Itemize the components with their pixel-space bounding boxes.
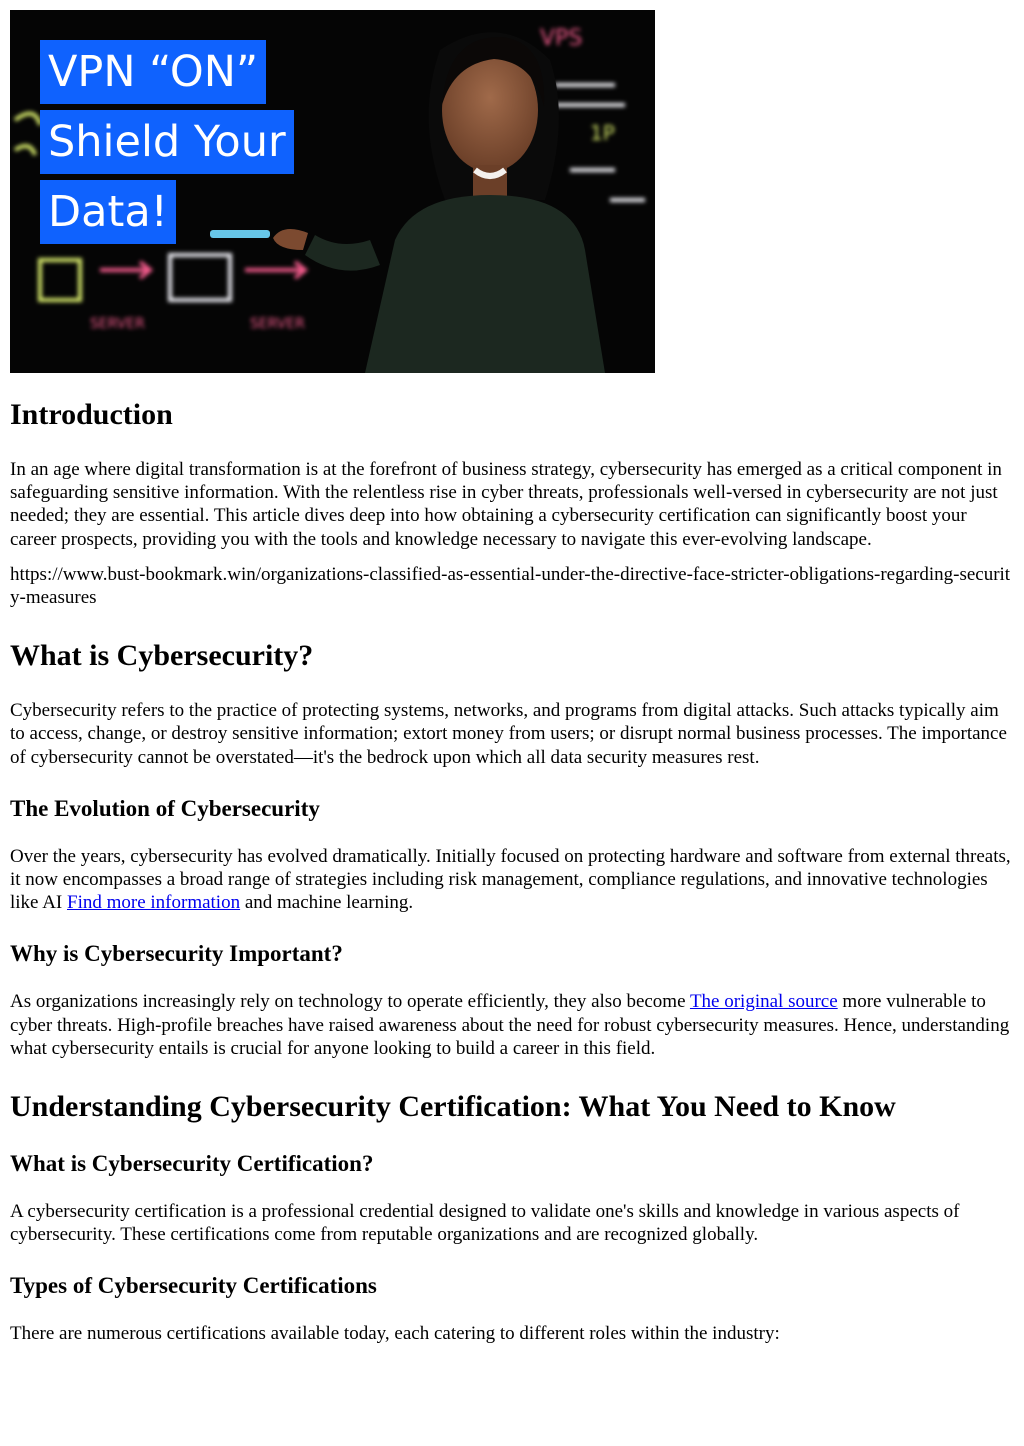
caption-line-2: Shield Your <box>40 110 294 174</box>
evolution-paragraph: Over the years, cybersecurity has evolved dramatically. Initially focused on protecting hardware and software from external threats, it now encompasses a broad range of strategies including risk management, compliance regulations, and innovative technologies like AI Find more information and machine learning. <box>10 845 1011 914</box>
heading-why-important: Why is Cybersecurity Important? <box>10 941 343 967</box>
board-text-vpn-server-right: SERVER <box>250 316 305 332</box>
cert-what-paragraph: A cybersecurity certification is a professional credential designed to validate one's skills and knowledge in various aspects of cybersecurity. These certifications come from reputable organizations and are recognized globally. <box>10 1201 960 1246</box>
heading-understanding-certification: Understanding Cybersecurity Certification: What You Need to Know <box>10 1090 896 1124</box>
heading-what-is-certification: What is Cybersecurity Certification? <box>10 1151 374 1177</box>
board-text-top-right: VPS <box>540 26 583 51</box>
original-source-link[interactable]: The original source <box>689 991 838 1013</box>
intro-paragraph: In an age where digital transformation is at the forefront of business strategy, cybersecurity has emerged as a critical component in safeguarding sensitive information. With the relentless rise in cyber threats, professionals well-versed in cybersecurity are not just needed; they are essential. This article dives deep into how obtaining a cybersecurity certification can significantly boost your career prospects, providing you with the tools and knowledge necessary to navigate this ever-evolving landscape. <box>10 459 1002 550</box>
caption-line-3: Data! <box>40 180 176 244</box>
types-paragraph: There are numerous certifications available today, each catering to different roles within the industry: <box>10 1323 780 1345</box>
board-text-right: 1P <box>590 121 615 145</box>
heading-introduction: Introduction <box>10 398 173 431</box>
heading-what-is-cybersecurity: What is Cybersecurity? <box>10 639 314 673</box>
board-text-vpn-server-left: SERVER <box>90 316 145 332</box>
intro-url-text: https://www.bust-bookmark.win/organizations-classified-as-essential-under-the-directive-face-stricter-obligations-regarding-security-measures <box>10 563 1011 609</box>
hero-image <box>10 10 655 373</box>
heading-evolution: The Evolution of Cybersecurity <box>10 795 320 821</box>
article-body <box>10 392 1014 1346</box>
heading-types-of-certifications: Types of Cybersecurity Certifications <box>10 1273 377 1299</box>
caption-line-1: VPN “ON” <box>40 40 266 104</box>
what-paragraph: Cybersecurity refers to the practice of protecting systems, networks, and programs from digital attacks. Such attacks typically aim to access, change, or destroy sensitive information; extort money from users; or disrupt normal business processes. The importance of cybersecurity cannot be overstated—it's the bedrock upon which all data security measures rest. <box>10 700 1007 768</box>
why-paragraph: As organizations increasingly rely on technology to operate efficiently, they also become The original source more vulnerable to cyber threats. High-profile breaches have raised awareness about the need for robust cybersecurity measures. Hence, understanding what cybersecurity entails is crucial for anyone looking to build a career in this field. <box>10 991 1010 1059</box>
find-more-information-link[interactable]: Find more information <box>67 892 241 914</box>
